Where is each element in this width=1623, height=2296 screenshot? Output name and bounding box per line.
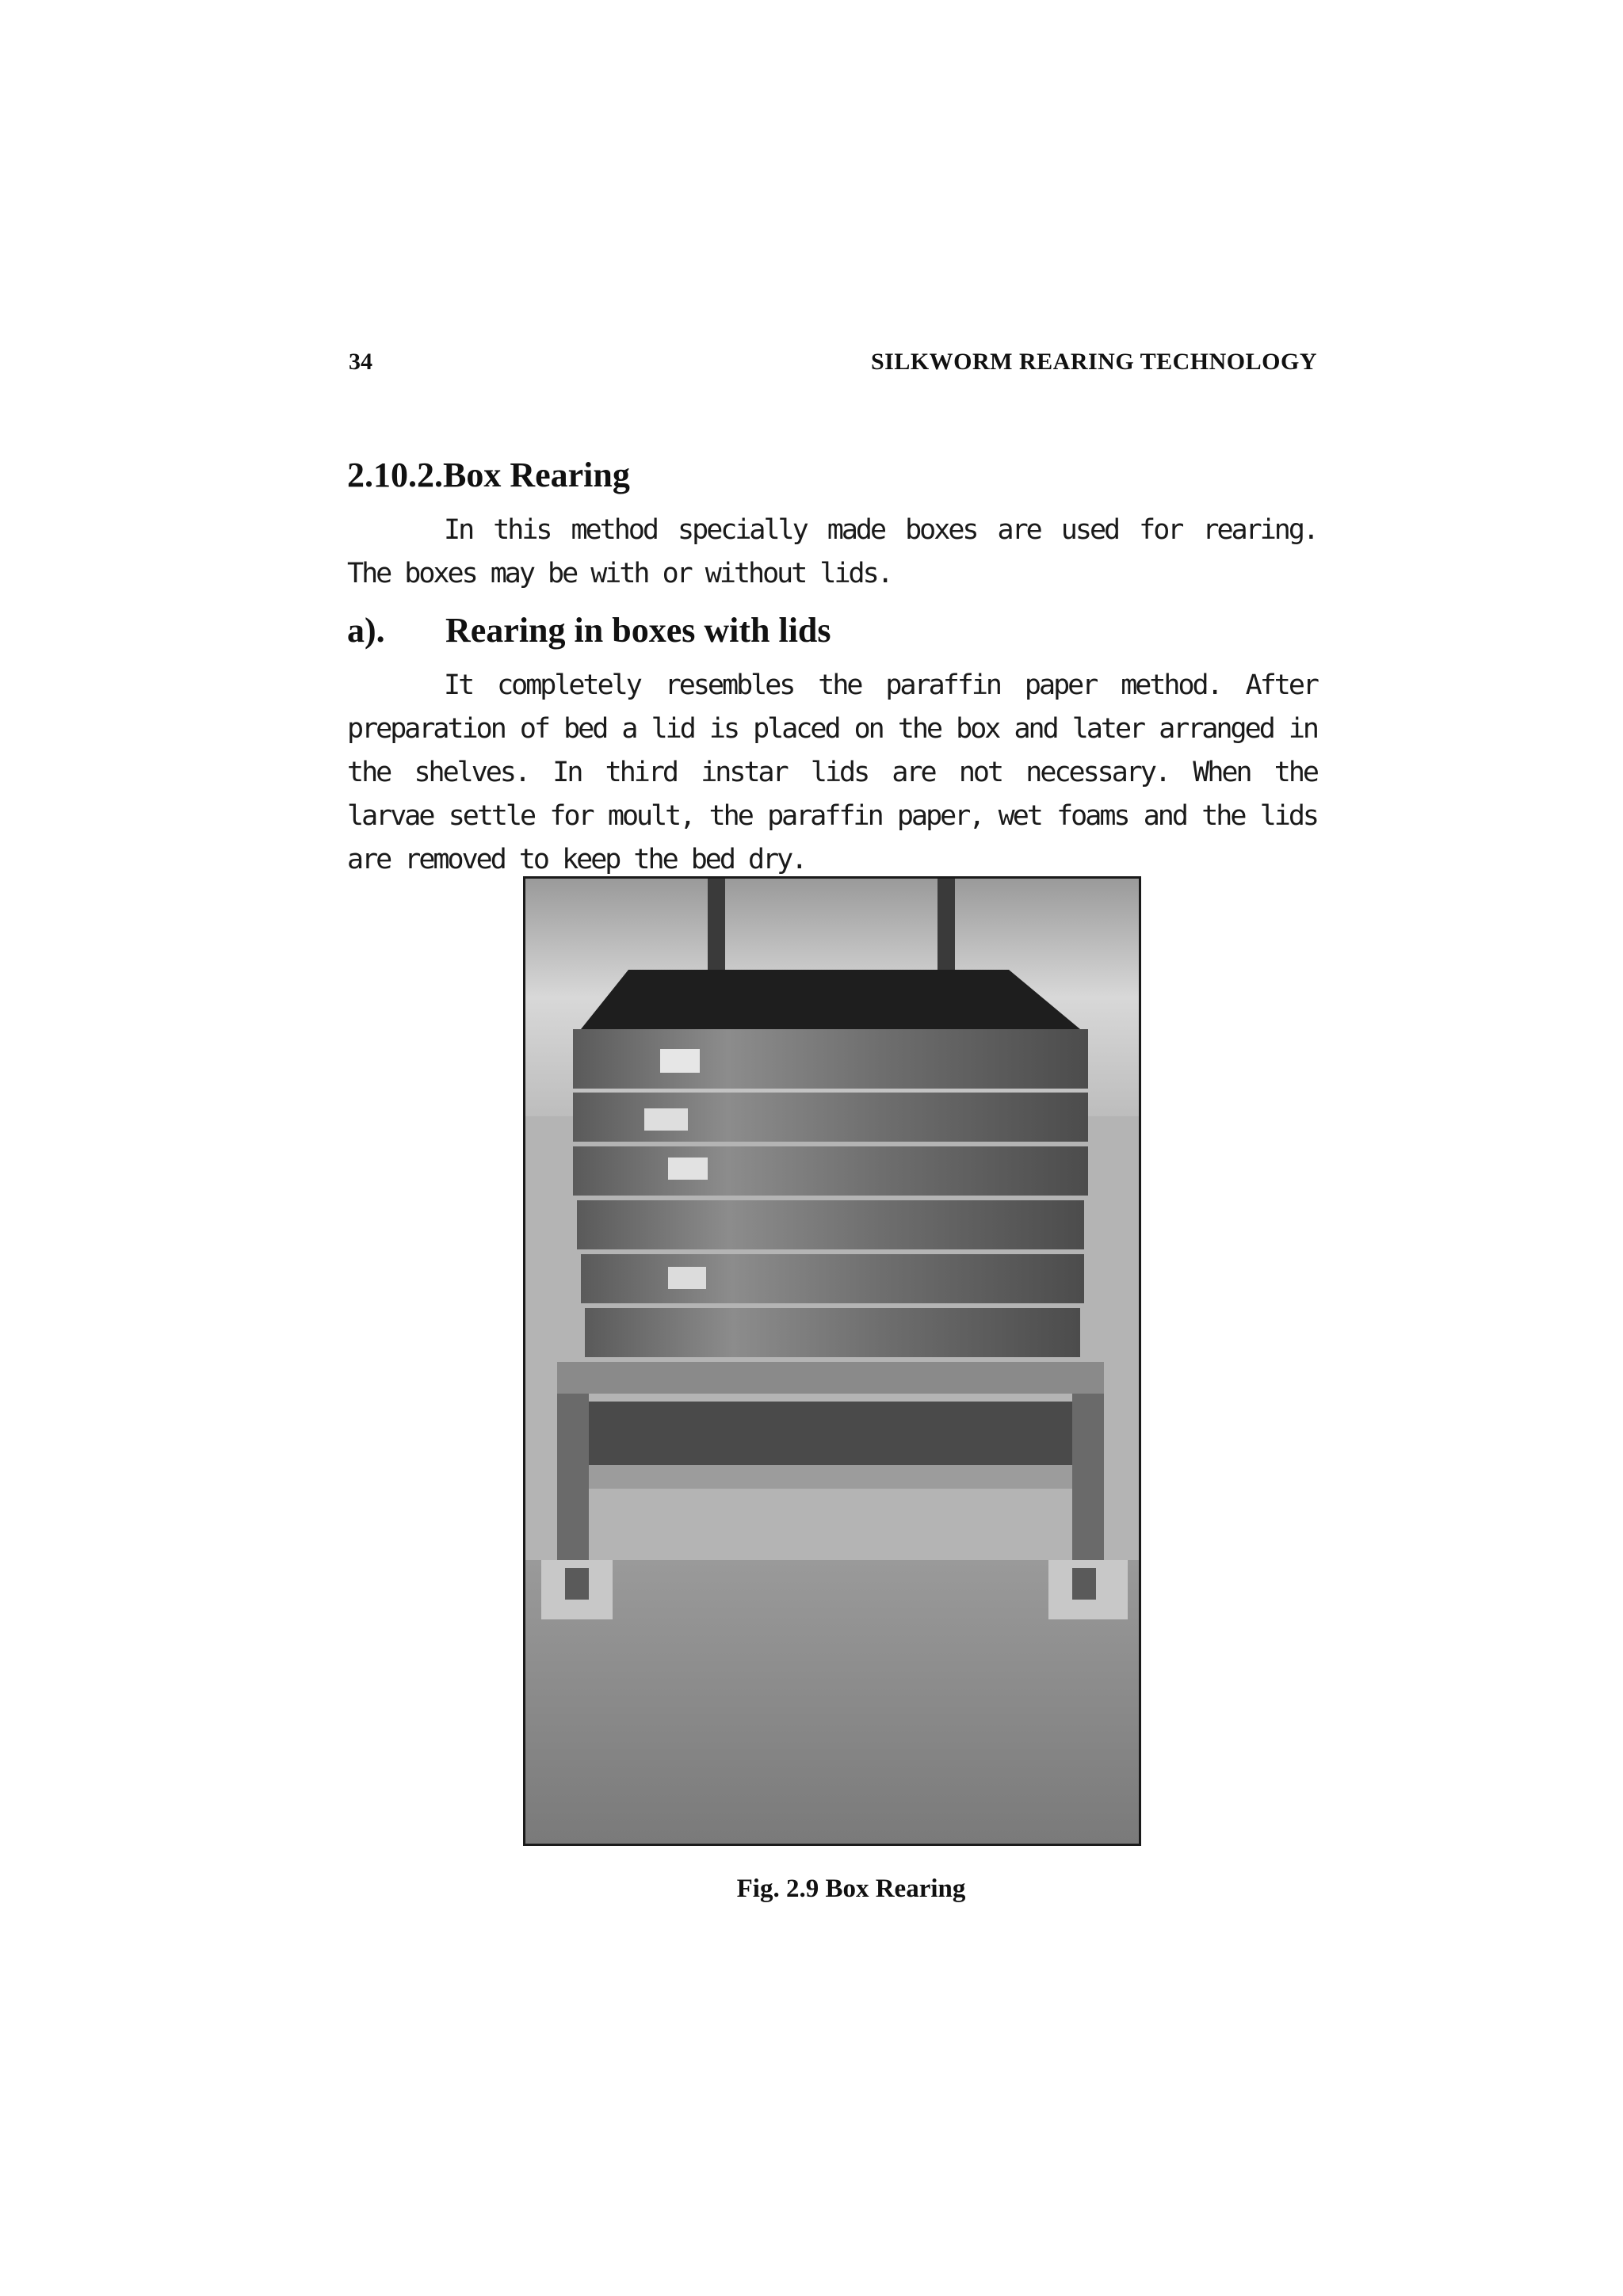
running-title: SILKWORM REARING TECHNOLOGY: [870, 349, 1317, 375]
intro-text: In this method specially made boxes are used for rearing. The boxes may be with or without lids.: [347, 514, 1317, 589]
page-number: 34: [349, 349, 372, 375]
figure-caption: Fig. 2.9 Box Rearing: [736, 1875, 966, 1903]
box-rearing-photo-illustration: [525, 879, 1139, 1844]
box-rearing-photo: [523, 876, 1141, 1846]
intro-paragraph: [347, 509, 1317, 596]
body-paragraph: [347, 664, 1317, 882]
subsection-title: Rearing in boxes with lids: [445, 611, 831, 650]
subsection-number: a).: [347, 611, 385, 650]
body-text: It completely resembles the paraffin paper method. After preparation of bed a lid is placed on the box and later arranged in the shelves. In third instar lids are not necessary. When the larvae settle for moult, the paraffin paper, wet foams and the lids are removed to keep the bed dry.: [347, 669, 1317, 875]
subsection-heading: [347, 610, 831, 650]
section-heading: 2.10.2.Box Rearing: [347, 456, 630, 494]
